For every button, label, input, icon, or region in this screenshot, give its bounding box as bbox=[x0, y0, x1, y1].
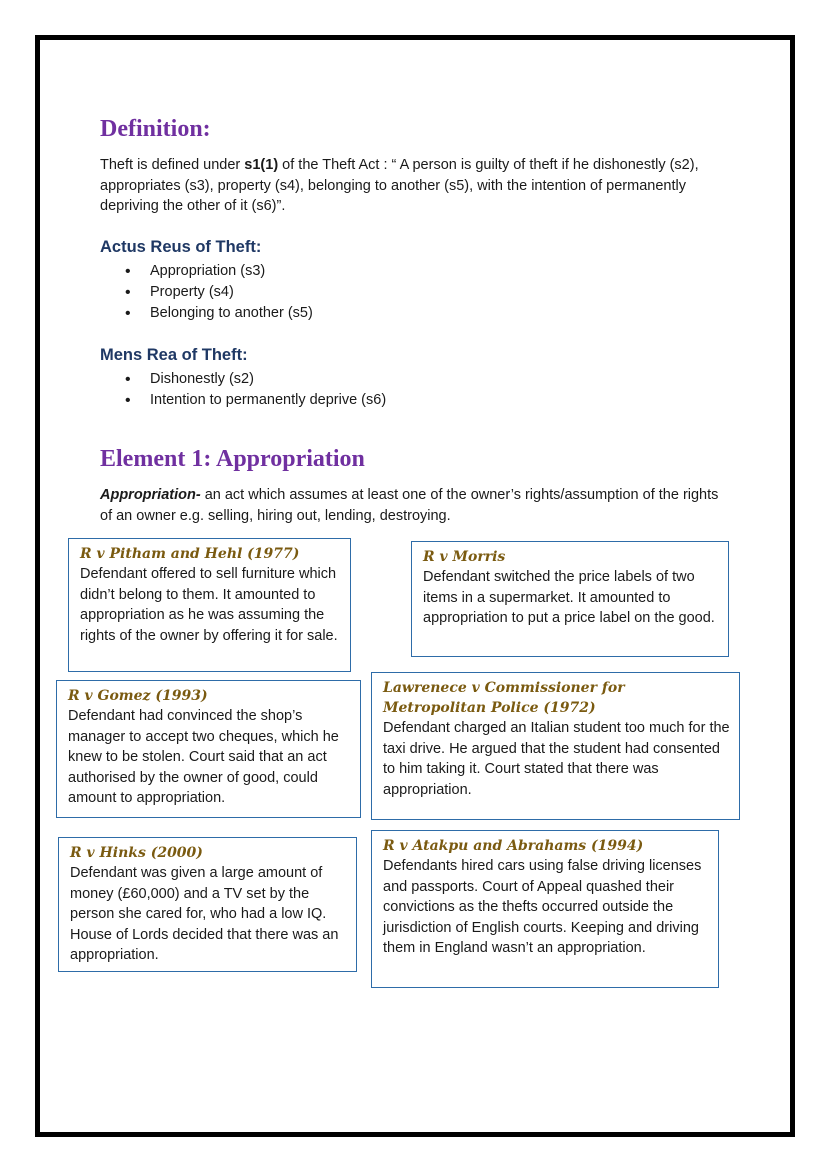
definition-text-post: of the Theft Act : “ A person is guilty of theft if he dishonestly (s2), appropriates (s3), property (s4), belonging to another (s5), with the intention of permanently depriving the other of it (s6)”. bbox=[100, 157, 699, 214]
mens-rea-list bbox=[100, 369, 700, 411]
element1-heading: Element 1: Appropriation bbox=[100, 446, 365, 472]
definition-heading: Definition: bbox=[100, 116, 211, 142]
appropriation-definition-text: an act which assumes at least one of the owner’s rights/assumption of the rights of an owner e.g. selling, hiring out, lending, destroying. bbox=[100, 487, 719, 524]
case-text: Defendant offered to sell furniture which didn’t belong to them. It amounted to appropriation as he was assuming the rights of the owner by offering it for sale. bbox=[80, 566, 338, 644]
actus-reus-heading: Actus Reus of Theft: bbox=[100, 238, 262, 256]
case-box-gomez bbox=[56, 680, 361, 818]
list-item: • Dishonestly (s2) bbox=[100, 369, 700, 390]
list-item: • Appropriation (s3) bbox=[100, 261, 700, 282]
mens-rea-heading: Mens Rea of Theft: bbox=[100, 346, 248, 364]
case-text: Defendant switched the price labels of two items in a supermarket. It amounted to appropriation to put a price label on the good. bbox=[423, 569, 715, 626]
definition-text-pre: Theft is defined under bbox=[100, 157, 245, 173]
case-title: R v Atakpu and Abrahams (1994) bbox=[383, 838, 644, 854]
case-box-lawrence bbox=[371, 672, 740, 820]
case-box-hinks bbox=[58, 837, 357, 972]
case-box-morris bbox=[411, 541, 729, 657]
case-title: R v Gomez (1993) bbox=[68, 688, 208, 704]
case-title: R v Pitham and Hehl (1977) bbox=[80, 546, 300, 562]
appropriation-definition bbox=[100, 485, 725, 526]
case-title: R v Morris bbox=[423, 549, 506, 565]
case-box-atakpu bbox=[371, 830, 719, 988]
list-item: • Property (s4) bbox=[100, 282, 700, 303]
case-text: Defendant had convinced the shop’s manager to accept two cheques, which he knew to be stolen. Court said that an act authorised by the owner of good, could amount to appropriation. bbox=[68, 708, 339, 806]
case-text: Defendant was given a large amount of money (£60,000) and a TV set by the person she cared for, who had a low IQ. House of Lords decided that there was an appropriation. bbox=[70, 865, 339, 963]
list-item: • Belonging to another (s5) bbox=[100, 303, 700, 324]
definition-text bbox=[100, 155, 720, 217]
case-title: Lawrenece v Commissioner for Metropolitan Police (1972) bbox=[383, 680, 625, 716]
case-title: R v Hinks (2000) bbox=[70, 845, 203, 861]
case-box-pitham bbox=[68, 538, 351, 672]
case-text: Defendant charged an Italian student too much for the taxi drive. He argued that the student had consented to him taking it. Court stated that there was appropriation. bbox=[383, 720, 730, 798]
definition-section-ref: s1(1) bbox=[244, 157, 279, 173]
list-item: • Intention to permanently deprive (s6) bbox=[100, 390, 700, 411]
case-text: Defendants hired cars using false driving licenses and passports. Court of Appeal quashed their convictions as the thefts occurred outside the jurisdiction of English courts. Keeping and driving them in England wasn’t an appropriation. bbox=[383, 858, 702, 956]
appropriation-term: Appropriation- bbox=[100, 487, 201, 503]
actus-reus-list bbox=[100, 261, 700, 324]
